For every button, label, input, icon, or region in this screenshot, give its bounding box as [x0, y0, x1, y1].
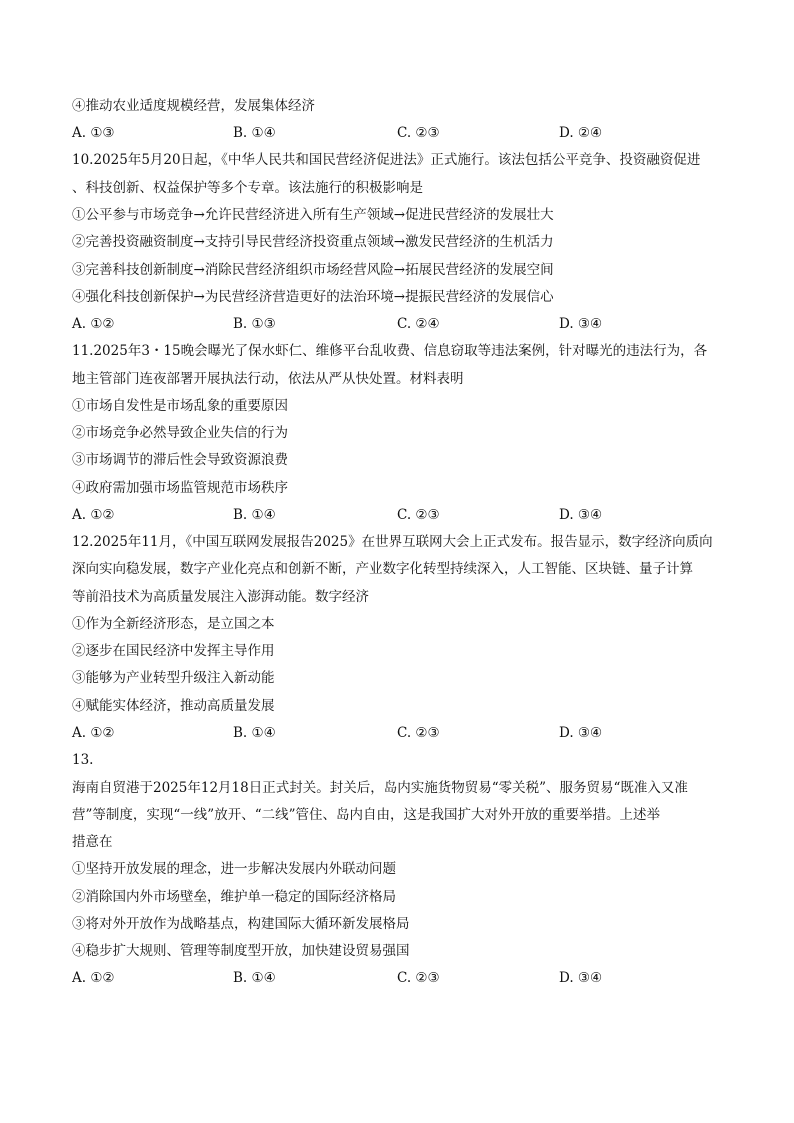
q12-stem-line-3: 等前沿技术为高质量发展注入澎湃动能。数字经济: [72, 589, 369, 605]
q10-stem-line-1: 10.2025年5月20日起，《中华人民共和国民营经济促进法》正式施行。该法包括公平竞争、投资融资促进: [72, 152, 701, 168]
q11-item-4: ④政府需加强市场监管规范市场秩序: [72, 480, 288, 496]
q13-option-b[interactable]: B. ①④: [233, 970, 276, 986]
q10-option-a[interactable]: A. ①②: [72, 316, 115, 332]
q11-item-2: ②市场竞争必然导致企业失信的行为: [72, 425, 288, 441]
q11-option-c[interactable]: C. ②③: [397, 507, 440, 523]
q9-option-c[interactable]: C. ②③: [397, 125, 440, 141]
q13-option-d[interactable]: D. ③④: [559, 970, 603, 986]
q9-option-d[interactable]: D. ②④: [559, 125, 603, 141]
q12-option-a[interactable]: A. ①②: [72, 725, 115, 741]
q13-item-1: ①坚持开放发展的理念，进一步解决发展内外联动问题: [72, 861, 396, 877]
q13-item-2: ②消除国内外市场壁垒，维护单一稳定的国际经济格局: [72, 889, 396, 905]
q9-option-b[interactable]: B. ①④: [233, 125, 276, 141]
q11-stem-line-2: 地主管部门连夜部署开展执法行动，依法从严从快处置。材料表明: [72, 371, 464, 387]
q11-stem-line-1: 11.2025年3・15晚会曝光了保水虾仁、维修平台乱收费、信息窃取等违法案例，针对曝光的违法行为，各: [72, 343, 708, 359]
q13-stem-line-1: 海南自贸港于2025年12月18日正式封关。封关后，岛内实施货物贸易“零关税”、服务贸易“既准入又准: [72, 780, 688, 796]
q13-option-c[interactable]: C. ②③: [397, 970, 440, 986]
q12-option-d[interactable]: D. ③④: [559, 725, 603, 741]
q10-item-2: ②完善投资融资制度→支持引导民营经济投资重点领域→激发民营经济的生机活力: [72, 234, 554, 250]
q12-item-4: ④赋能实体经济，推动高质量发展: [72, 698, 275, 714]
q11-option-b[interactable]: B. ①④: [233, 507, 276, 523]
q12-stem-line-1: 12.2025年11月，《中国互联网发展报告2025》在世界互联网大会上正式发布。报告显示，数字经济向质向: [72, 534, 713, 550]
q10-item-1: ①公平参与市场竞争→允许民营经济进入所有生产领域→促进民营经济的发展壮大: [72, 207, 554, 223]
q13-number: 13.: [72, 752, 94, 768]
q10-option-b[interactable]: B. ①③: [233, 316, 276, 332]
q9-item-4: ④推动农业适度规模经营，发展集体经济: [72, 98, 315, 114]
q12-stem-line-2: 深向实向稳发展，数字产业化亮点和创新不断，产业数字化转型持续深入，人工智能、区块链、量子计算: [72, 561, 693, 577]
q12-option-c[interactable]: C. ②③: [397, 725, 440, 741]
q10-item-4: ④强化科技创新保护→为民营经济营造更好的法治环境→提振民营经济的发展信心: [72, 289, 554, 305]
q13-stem-line-2: 营”等制度，实现“一线”放开、“二线”管住、岛内自由，这是我国扩大对外开放的重要举措。上述举: [72, 807, 661, 823]
q11-item-3: ③市场调节的滞后性会导致资源浪费: [72, 452, 288, 468]
q11-option-d[interactable]: D. ③④: [559, 507, 603, 523]
q10-stem-line-2: 、科技创新、权益保护等多个专章。该法施行的积极影响是: [72, 180, 423, 196]
q11-item-1: ①市场自发性是市场乱象的重要原因: [72, 398, 288, 414]
q12-option-b[interactable]: B. ①④: [233, 725, 276, 741]
q10-option-c[interactable]: C. ②④: [397, 316, 440, 332]
q13-option-a[interactable]: A. ①②: [72, 970, 115, 986]
q10-option-d[interactable]: D. ③④: [559, 316, 603, 332]
q12-item-2: ②逐步在国民经济中发挥主导作用: [72, 643, 275, 659]
q11-option-a[interactable]: A. ①②: [72, 507, 115, 523]
q10-item-3: ③完善科技创新制度→消除民营经济组织市场经营风险→拓展民营经济的发展空间: [72, 262, 554, 278]
q12-item-3: ③能够为产业转型升级注入新动能: [72, 670, 275, 686]
q13-stem-line-3: 措意在: [72, 834, 113, 850]
q13-item-4: ④稳步扩大规则、管理等制度型开放，加快建设贸易强国: [72, 943, 410, 959]
q13-item-3: ③将对外开放作为战略基点，构建国际大循环新发展格局: [72, 916, 410, 932]
q12-item-1: ①作为全新经济形态，是立国之本: [72, 616, 275, 632]
q9-option-a[interactable]: A. ①③: [72, 125, 115, 141]
